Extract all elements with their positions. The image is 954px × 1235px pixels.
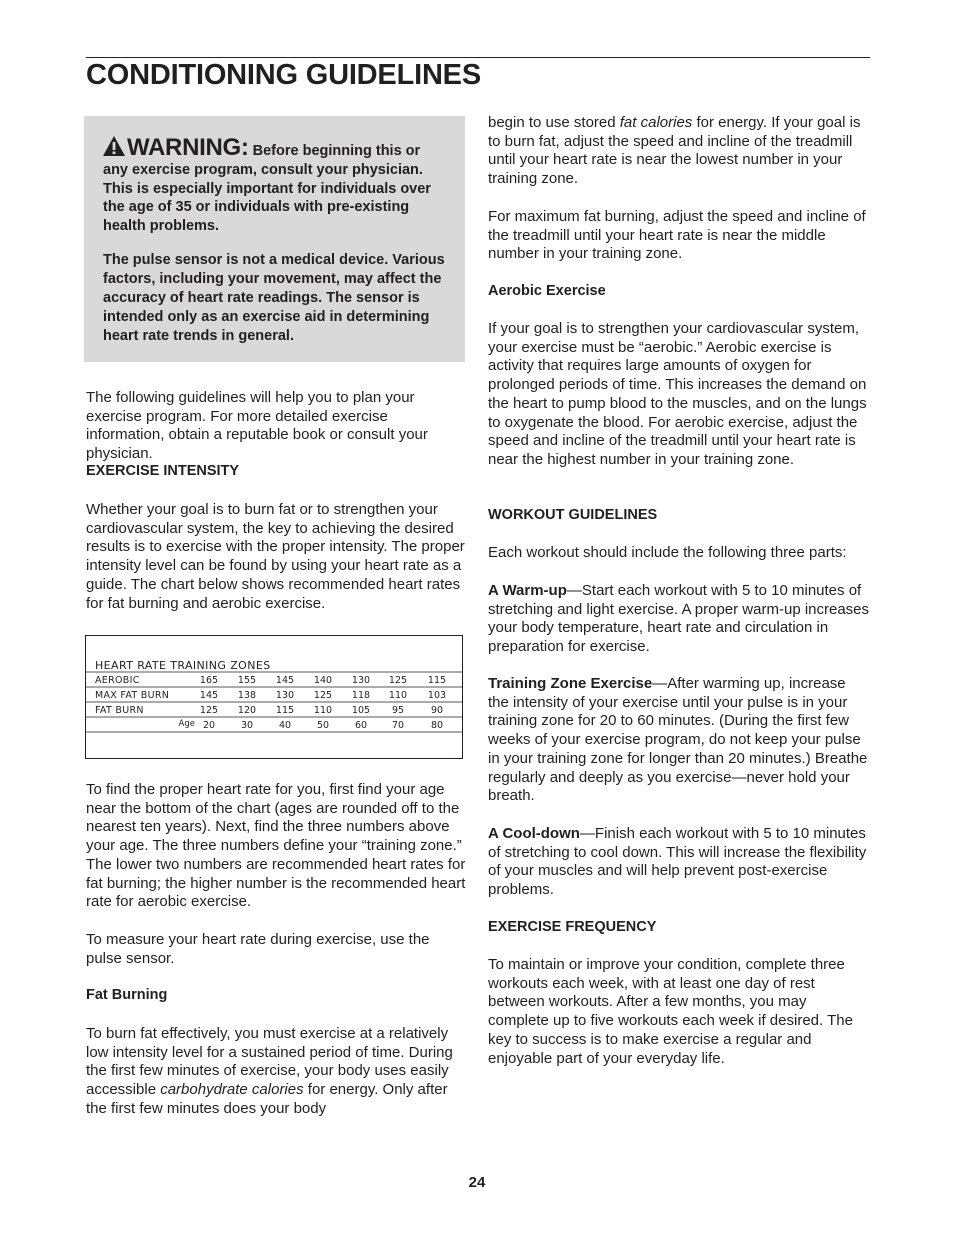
- intensity-paragraph: Whether your goal is to burn fat or to strengthen your cardiovascular system, the key to achieving the desired results is to exercise with the proper intensity. The proper intensity level can be found by using your heart rate as a guide. The chart below shows recommended heart rates for fat burning and aerobic exercise.: [86, 501, 465, 612]
- fat-burning-continued: [488, 114, 870, 189]
- chart-value-cell: 103: [427, 690, 447, 701]
- chart-value-cell: 105: [351, 705, 371, 716]
- chart-age-tick: 60: [354, 720, 368, 731]
- fat-cont-a: begin to use stored: [488, 114, 620, 131]
- chart-age-tick: 20: [202, 720, 216, 731]
- intro-paragraph: The following guidelines will help you to plan your exercise program. For more detailed exercise information, obtain a reputable book or consult your physician.: [86, 389, 428, 463]
- zone-text: —After warming up, increase the intensity of your exercise until your pulse is in your training zone for 20 to 60 minutes. (During the first few weeks of your exercise program, do not keep your pulse in your training zone for longer than 20 minutes.) Breathe regularly and deeply as you exercise—never hold your breath.: [488, 675, 868, 805]
- fat-text-a: To burn fat effectively, you must exercise at a relatively low intensity level for a sustained period of time. During the first few minutes of exercise, your body uses easily accessible: [86, 1025, 453, 1099]
- training-zone-paragraph: [488, 675, 870, 806]
- chart-value-cell: 110: [388, 690, 408, 701]
- fat-cont-em: fat calories: [619, 114, 693, 131]
- warning-triangle-icon: [103, 136, 125, 156]
- cooldown-text: —Finish each workout with 5 to 10 minutes of stretching to cool down. This will increase the flexibility of your muscles and will help prevent post-exercise problems.: [488, 825, 867, 899]
- warning-text-1: Before beginning this or any exercise program, consult your physician. This is especially important for individuals over the age of 35 or individuals with pre-existing health problems.: [103, 143, 431, 235]
- chart-row-label: AEROBIC: [95, 675, 140, 686]
- fat-text-em: carbohydrate calories: [160, 1081, 304, 1099]
- chart-value-cell: 155: [237, 675, 257, 686]
- warmup-label: A Warm-up: [488, 582, 567, 599]
- chart-value-cell: 110: [313, 705, 333, 716]
- chart-age-tick: 30: [240, 720, 254, 731]
- chart-title: HEART RATE TRAINING ZONES: [95, 659, 271, 672]
- fat-burning-paragraph: [86, 1025, 468, 1119]
- chart-value-cell: 90: [430, 705, 444, 716]
- page-title: CONDITIONING GUIDELINES: [86, 59, 481, 91]
- chart-value-cell: 145: [199, 690, 219, 701]
- warmup-text: —Start each workout with 5 to 10 minutes of stretching and light exercise. A proper warm-up increases your body temperature, heart rate and circulation in preparation for exercise.: [488, 582, 870, 656]
- zone-label: Training Zone Exercise: [488, 675, 653, 692]
- chart-age-tick: 40: [278, 720, 292, 731]
- chart-value-cell: 145: [275, 675, 295, 686]
- chart-age-tick: 50: [316, 720, 330, 731]
- warning-heading: [103, 134, 249, 161]
- chart-value-cell: 130: [351, 675, 371, 686]
- chart-value-cell: 138: [237, 690, 257, 701]
- fat-text-b: for energy. Only after the first few minutes does your body: [86, 1081, 448, 1117]
- warning-paragraph-1: [103, 136, 445, 236]
- fat-cont-b: for energy. If your goal is to burn fat, adjust the speed and incline of the treadmill until your heart rate is near the lowest number in your training zone.: [488, 114, 861, 188]
- warmup-paragraph: [488, 582, 870, 657]
- cooldown-label: A Cool-down: [488, 825, 580, 842]
- measure-paragraph: To measure your heart rate during exercise, use the pulse sensor.: [86, 931, 430, 967]
- chart-row-label: MAX FAT BURN: [95, 690, 170, 701]
- exercise-intensity-heading: EXERCISE INTENSITY: [86, 463, 240, 479]
- chart-value-cell: 125: [388, 675, 408, 686]
- exercise-frequency-heading: EXERCISE FREQUENCY: [488, 919, 657, 935]
- chart-value-cell: 115: [427, 675, 447, 686]
- chart-value-cell: 130: [275, 690, 295, 701]
- chart-value-cell: 118: [351, 690, 371, 701]
- frequency-paragraph: To maintain or improve your condition, complete three workouts each week, with at least one day of rest between workouts. After a few months, you may complete up to five workouts each week if desired. The key to success is to make exercise a regular and enjoyable part of your everyday life.: [488, 956, 853, 1067]
- warning-box: [84, 116, 465, 362]
- chart-value-cell: 115: [275, 705, 295, 716]
- workout-intro: Each workout should include the following three parts:: [488, 544, 847, 561]
- page-number: 24: [468, 1174, 486, 1191]
- fat-burning-heading: Fat Burning: [86, 987, 168, 1003]
- chart-row-label: FAT BURN: [95, 705, 144, 716]
- find-rate-paragraph: To find the proper heart rate for you, first find your age near the bottom of the chart (ages are rounded off to the nearest ten years). Next, find the three numbers above your age. The three numbers define your “training zone.” The lower two numbers are recommended heart rates for fat burning; the higher number is the recommended heart rate for aerobic exercise.: [86, 781, 466, 911]
- max-fat-paragraph: For maximum fat burning, adjust the speed and incline of the treadmill until your heart rate is near the middle number in your training zone.: [488, 208, 866, 263]
- chart-value-cell: 95: [391, 705, 405, 716]
- warning-label: WARNING:: [127, 134, 249, 161]
- aerobic-heading: Aerobic Exercise: [488, 283, 606, 299]
- chart-age-tick: 80: [430, 720, 444, 731]
- warning-text-2: The pulse sensor is not a medical device. Various factors, including your movement, may affect the accuracy of heart rate readings. The sensor is intended only as an exercise aid in determining heart rate trends in general.: [103, 252, 445, 344]
- chart-value-cell: 165: [199, 675, 219, 686]
- chart-age-label: Age: [178, 719, 195, 729]
- top-rule: [86, 57, 870, 58]
- cooldown-paragraph: [488, 825, 870, 900]
- chart-value-cell: 140: [313, 675, 333, 686]
- chart-value-cell: 120: [237, 705, 257, 716]
- aerobic-paragraph: If your goal is to strengthen your cardiovascular system, your exercise must be “aerobic.” Aerobic exercise is activity that requires large amounts of oxygen for prolonged periods of time. This increases the demand on the heart to pump blood to the muscles, and on the lungs to oxygenate the blood. For aerobic exercise, adjust the speed and incline of the treadmill until your heart rate is near the highest number in your training zone.: [488, 320, 867, 468]
- chart-value-cell: 125: [313, 690, 333, 701]
- chart-value-cell: 125: [199, 705, 219, 716]
- chart-age-tick: 70: [391, 720, 405, 731]
- workout-guidelines-heading: WORKOUT GUIDELINES: [488, 507, 658, 523]
- heart-rate-chart: [85, 635, 463, 759]
